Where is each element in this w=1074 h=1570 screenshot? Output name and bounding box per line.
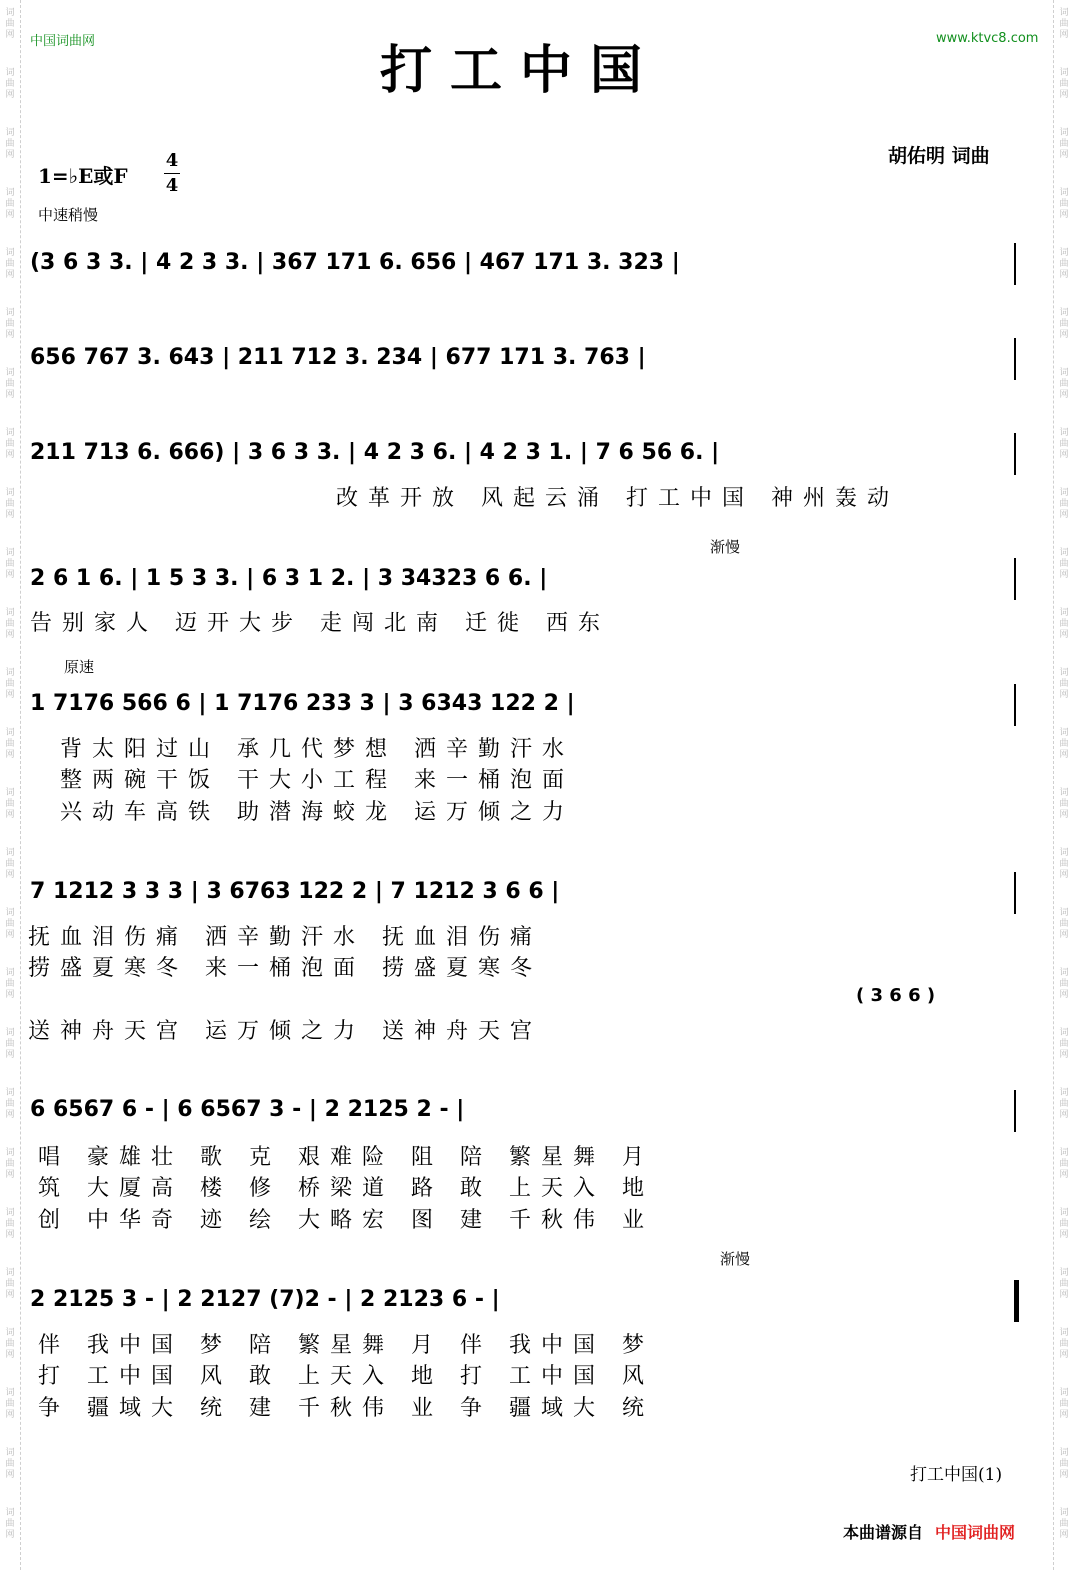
watermark-glyph: 词 曲 网 [1059,488,1069,520]
watermark-glyph: 词 曲 网 [5,668,15,700]
tempo-mark-start: 中速稍慢 [38,206,99,224]
watermark-glyph: 词 曲 网 [5,248,15,280]
watermark-glyph: 词 曲 网 [1059,8,1069,40]
song-title: 打工中国 [380,40,661,101]
watermark-glyph: 词 曲 网 [5,1268,15,1300]
watermark-glyph: 词 曲 网 [5,128,15,160]
watermark-glyph: 词 曲 网 [1059,608,1069,640]
lyric-line-5-verse-3: 兴动车高铁 助潜海蛟龙 运万倾之力 [60,800,574,825]
watermark-glyph: 词 曲 网 [5,908,15,940]
source-label: 本曲谱源自 [843,1523,924,1542]
watermark-glyph: 词 曲 网 [5,1088,15,1120]
watermark-glyph: 词 曲 网 [1059,128,1069,160]
watermark-glyph: 词 曲 网 [5,1208,15,1240]
lyric-line-3: 改革开放 风起云涌 打工中国 神州轰动 [336,486,899,511]
watermark-glyph: 词 曲 网 [5,428,15,460]
system-end-barline-7 [1014,1090,1016,1132]
watermark-glyph: 词 曲 网 [1059,248,1069,280]
watermark-glyph: 词 曲 网 [5,788,15,820]
watermark-glyph: 词 曲 网 [1059,728,1069,760]
watermark-glyph: 词 曲 网 [5,608,15,640]
score-line-7: 6 6567 6 - | 6 6567 3 - | 2 2125 2 - | [30,1097,465,1122]
composer-credit: 胡佑明 词曲 [888,145,990,167]
page-label: 打工中国(1) [910,1465,1003,1485]
score-line-5: 1 7176 566 6 | 1 7176 233 3 | 3 6343 122 2 | [30,691,575,716]
system-end-barline-4 [1014,558,1016,600]
site-name-left[interactable]: 中国词曲网 [30,34,96,49]
lyric-line-6-verse-1: 抚血泪伤痛 洒辛勤汗水 抚血泪伤痛 [28,925,542,950]
lyric-line-6-verse-2: 捞盛夏寒冬 来一桶泡面 捞盛夏寒冬 [28,956,542,981]
watermark-glyph: 词 曲 网 [5,1508,15,1540]
left-watermark-strip [0,0,21,1570]
watermark-glyph: 词 曲 网 [1059,1148,1069,1180]
watermark-glyph: 词 曲 网 [5,8,15,40]
time-bottom: 4 [165,175,179,196]
watermark-glyph: 词 曲 网 [1059,668,1069,700]
time-signature [164,150,180,197]
watermark-glyph: 词 曲 网 [1059,548,1069,580]
watermark-glyph: 词 曲 网 [5,728,15,760]
tempo-mark-original: 原速 [64,658,95,676]
watermark-glyph: 词 曲 网 [1059,368,1069,400]
watermark-glyph: 词 曲 网 [1059,1328,1069,1360]
score-line-3: 211 713 6. 666) | 3 6 3 3. | 4 2 3 6. | 4 2 3 1. | 7 6 56 6. | [30,440,720,465]
watermark-glyph: 词 曲 网 [1059,1208,1069,1240]
lyric-line-5-verse-2: 整两碗干饭 干大小工程 来一桶泡面 [60,768,574,793]
lyric-line-8-verse-1: 伴 我中国 梦 陪 繁星舞 月 伴 我中国 梦 [38,1333,654,1358]
key-signature: 1=♭E或F [38,164,128,188]
site-url-right[interactable]: www.ktvc8.com [936,31,1039,46]
watermark-glyph: 词 曲 网 [1059,308,1069,340]
watermark-glyph: 词 曲 网 [1059,1028,1069,1060]
watermark-glyph: 词 曲 网 [5,488,15,520]
system-end-barline-6 [1014,872,1016,914]
alternate-notes: ( 3 6 6 ) [856,985,936,1006]
score-line-6: 7 1212 3 3 3 | 3 6763 122 2 | 7 1212 3 6 6 | [30,879,560,904]
watermark-glyph: 词 曲 网 [1059,1448,1069,1480]
tempo-mark-slow-1: 渐慢 [710,538,741,556]
score-line-2: 656 767 3. 643 | 211 712 3. 234 | 677 171 3. 763 | [30,345,646,370]
watermark-glyph: 词 曲 网 [5,1328,15,1360]
watermark-glyph: 词 曲 网 [1059,788,1069,820]
lyric-line-6-verse-3: 送神舟天宫 运万倾之力 送神舟天宫 [28,1019,542,1044]
watermark-glyph: 词 曲 网 [5,188,15,220]
watermark-glyph: 词 曲 网 [5,1448,15,1480]
score-line-4: 2 6 1 6. | 1 5 3 3. | 6 3 1 2. | 3 34323 6 6. | [30,566,548,591]
system-end-barline-3 [1014,433,1016,475]
watermark-glyph: 词 曲 网 [1059,1268,1069,1300]
final-repeat-barline [1014,1280,1019,1322]
tempo-mark-slow-2: 渐慢 [720,1250,751,1268]
lyric-line-7-verse-3: 创 中华奇 迹 绘 大略宏 图 建 千秋伟 业 [38,1208,654,1233]
lyric-line-8-verse-2: 打 工中国 风 敢 上天入 地 打 工中国 风 [38,1364,654,1389]
lyric-line-7-verse-1: 唱 豪雄壮 歌 克 艰难险 阻 陪 繁星舞 月 [38,1145,654,1170]
watermark-glyph: 词 曲 网 [5,968,15,1000]
lyric-line-5-verse-1: 背太阳过山 承几代梦想 洒辛勤汗水 [60,737,574,762]
watermark-glyph: 词 曲 网 [5,1028,15,1060]
watermark-glyph: 词 曲 网 [5,368,15,400]
system-end-barline-1 [1014,243,1016,285]
watermark-glyph: 词 曲 网 [1059,188,1069,220]
watermark-glyph: 词 曲 网 [1059,908,1069,940]
source-brand-link[interactable]: 中国词曲网 [935,1523,1016,1542]
right-watermark-strip [1053,0,1074,1570]
source-credit [843,1520,1015,1543]
watermark-glyph: 词 曲 网 [5,308,15,340]
system-end-barline-2 [1014,338,1016,380]
watermark-glyph: 词 曲 网 [1059,1508,1069,1540]
watermark-glyph: 词 曲 网 [1059,848,1069,880]
score-line-1: (3 6 3 3. | 4 2 3 3. | 367 171 6. 656 | 467 171 3. 323 | [30,250,680,275]
watermark-glyph: 词 曲 网 [1059,428,1069,460]
watermark-glyph: 词 曲 网 [5,68,15,100]
watermark-glyph: 词 曲 网 [5,1148,15,1180]
lyric-line-8-verse-3: 争 疆域大 统 建 千秋伟 业 争 疆域大 统 [38,1396,654,1421]
watermark-glyph: 词 曲 网 [5,848,15,880]
watermark-glyph: 词 曲 网 [5,1388,15,1420]
time-divider [164,173,180,174]
watermark-glyph: 词 曲 网 [1059,1088,1069,1120]
watermark-glyph: 词 曲 网 [1059,968,1069,1000]
system-end-barline-5 [1014,684,1016,726]
time-top: 4 [165,150,179,171]
watermark-glyph: 词 曲 网 [5,548,15,580]
watermark-glyph: 词 曲 网 [1059,1388,1069,1420]
lyric-line-4: 告别家人 迈开大步 走闯北南 迁徙 西东 [30,611,610,636]
score-line-8: 2 2125 3 - | 2 2127 (7)2 - | 2 2123 6 - | [30,1287,500,1312]
lyric-line-7-verse-2: 筑 大厦高 楼 修 桥梁道 路 敢 上天入 地 [38,1176,654,1201]
watermark-glyph: 词 曲 网 [1059,68,1069,100]
